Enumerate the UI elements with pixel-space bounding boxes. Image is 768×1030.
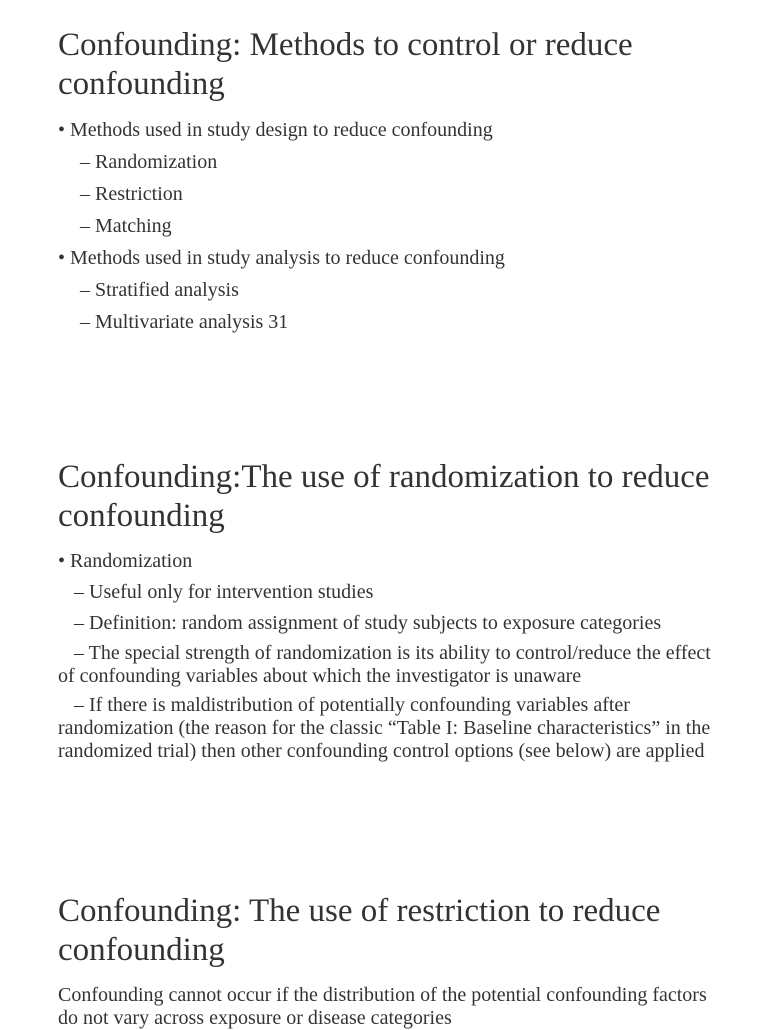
sub-item-multivariate-analysis: – Multivariate analysis 31 — [80, 311, 289, 333]
paragraph-maldistribution: – If there is maldistribution of potentially confounding variables after randomization (the reason for the classic “Table I: Baseline characteristics” in the randomized trial) then other confounding control options (see below) are applied — [58, 694, 711, 762]
bullet-randomization: • Randomization — [58, 550, 193, 572]
bullet-study-analysis: • Methods used in study analysis to reduce confounding — [58, 247, 505, 269]
sub-item-intervention-studies: – Useful only for intervention studies — [74, 581, 374, 603]
slide-1 — [58, 26, 728, 342]
slide-1-title: Confounding: Methods to control or reduce confounding — [58, 27, 633, 102]
slide-3 — [58, 892, 728, 1030]
paragraph-special-strength: – The special strength of randomization is its ability to control/reduce the effect of confounding variables about which the investigator is unaware — [58, 642, 711, 687]
paragraph-restriction: Confounding cannot occur if the distribution of the potential confounding factors do not vary across exposure or disease categories — [58, 984, 707, 1029]
slide-2 — [58, 458, 728, 769]
sub-item-restriction: – Restriction — [80, 183, 183, 205]
sub-item-matching: – Matching — [80, 215, 172, 237]
bullet-study-design: • Methods used in study design to reduce confounding — [58, 119, 493, 141]
slide-3-title: Confounding: The use of restriction to reduce confounding — [58, 893, 661, 968]
sub-item-randomization: – Randomization — [80, 151, 218, 173]
sub-item-definition: – Definition: random assignment of study subjects to exposure categories — [74, 612, 662, 634]
sub-item-stratified-analysis: – Stratified analysis — [80, 279, 239, 301]
slide-2-title: Confounding:The use of randomization to reduce confounding — [58, 459, 710, 534]
